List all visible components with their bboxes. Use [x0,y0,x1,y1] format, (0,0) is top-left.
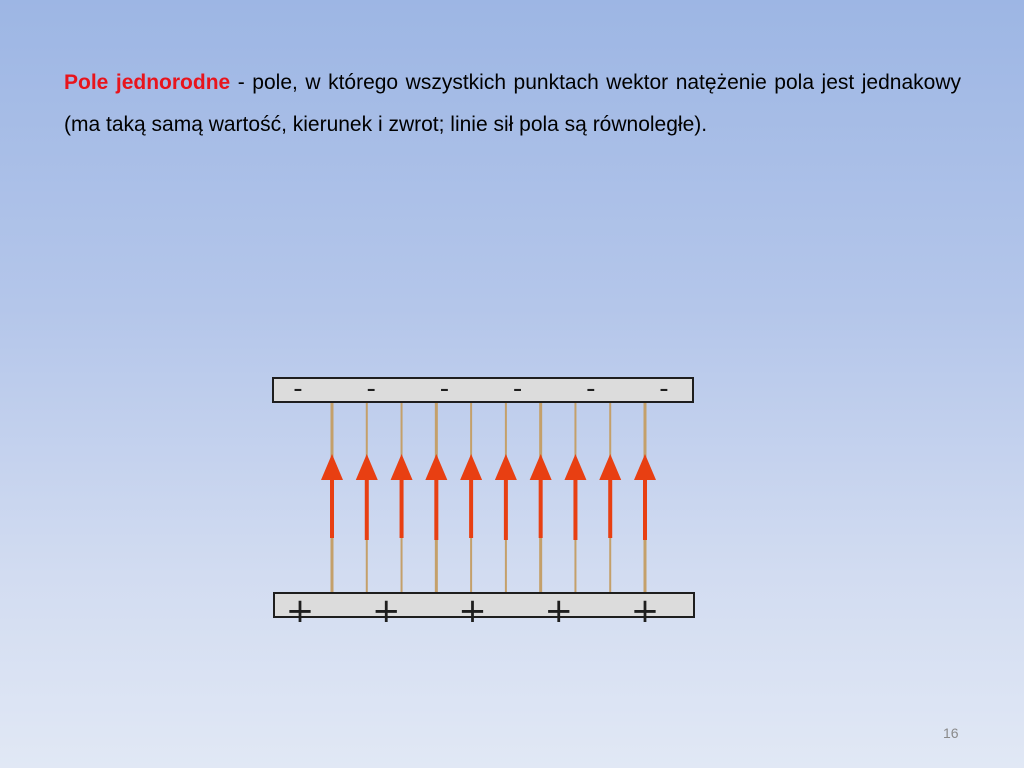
field-arrow [495,454,517,540]
field-arrow [460,454,482,538]
negative-sign: - [293,374,303,404]
negative-sign: - [659,374,669,404]
positive-sign: + [372,591,401,630]
field-arrow [425,454,447,540]
page-number: 16 [943,725,959,741]
field-arrow [599,454,621,538]
positive-sign: + [630,591,660,630]
negative-sign: - [586,374,596,404]
definition-text: - pole, w którego wszystkich punktach wektor natężenie pola jest jednakowy (ma taką samą wartość, kierunek i zwrot; linie sił pola są równoległe). [64,71,961,136]
field-arrow [530,454,552,538]
positive-sign: + [458,591,487,630]
positive-sign: + [285,591,315,630]
positive-sign: + [544,591,573,630]
field-arrows [321,454,656,540]
negative-plate [273,378,693,402]
negative-sign: - [512,374,523,404]
term-highlight: Pole jednorodne [64,71,231,94]
negative-sign: - [366,374,376,404]
definition-paragraph [64,62,961,146]
field-arrow [391,454,413,538]
field-lines [332,402,645,593]
negative-sign: - [439,374,450,404]
field-arrow [634,454,656,540]
field-arrow [356,454,378,540]
uniform-field-diagram [260,370,710,630]
field-arrow [321,454,343,538]
field-arrow [564,454,586,540]
